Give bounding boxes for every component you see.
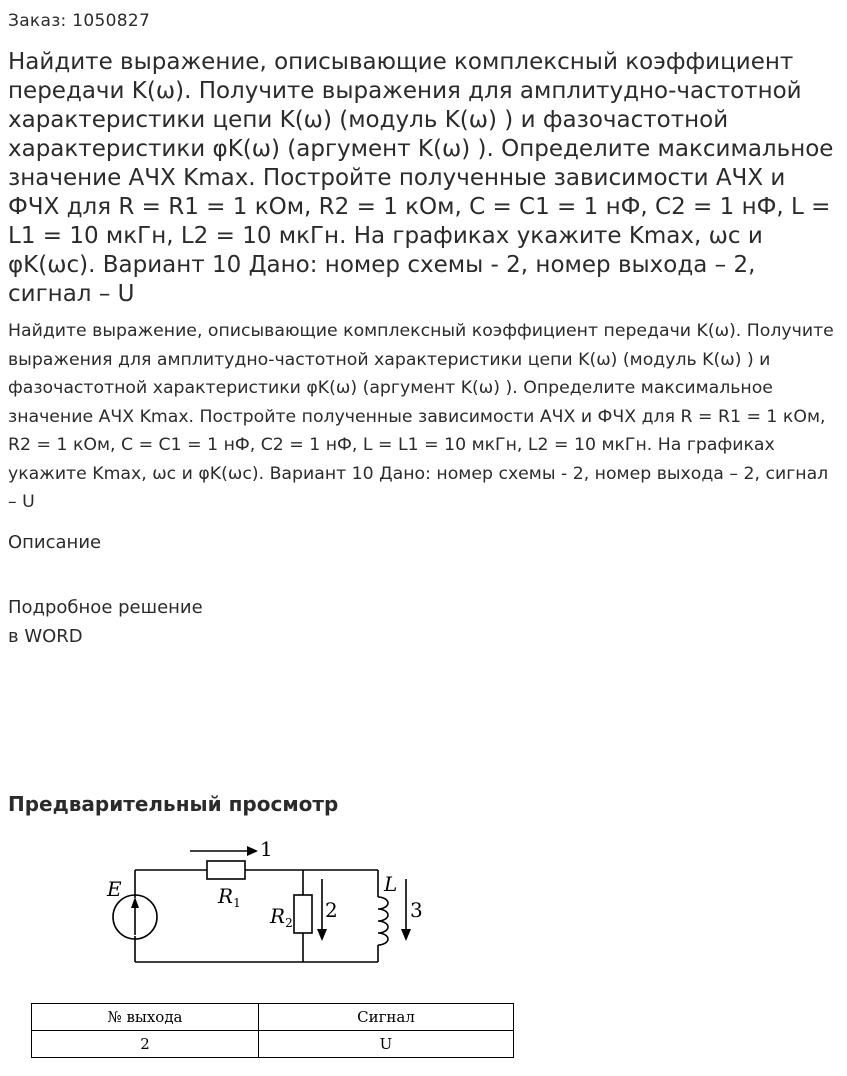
output-signal-table <box>31 1003 514 1058</box>
r2-letter: R <box>270 904 286 928</box>
solution-line-2: в WORD <box>8 625 83 647</box>
solution-line-1: Подробное решение <box>8 597 203 618</box>
cell-signal: U <box>259 1031 514 1058</box>
resistor-r1 <box>207 861 245 879</box>
table-header-row <box>32 1004 514 1031</box>
header-output-number: № выхода <box>32 1004 259 1031</box>
preview-heading: Предварительный просмотр <box>8 792 339 816</box>
arrowhead-1-icon <box>247 846 258 856</box>
r2-subscript: 2 <box>285 916 293 930</box>
header-signal: Сигнал <box>259 1004 514 1031</box>
task-description: Найдите выражение, описывающие комплексный коэффициент передачи K(ω). Получите выражения для амплитудно-частотной характеристики цепи K(ω) (модуль K(ω) ) и фазочастотной характеристики φK(ω) (аргумент K(ω) ). Определите максимальное значение АЧХ Kmax. Постройте полученные зависимости АЧХ и ФЧХ для R = R1 = 1 кОм, R2 = 1 кОм, C = C1 = 1 нФ, C2 = 1 нФ, L = L1 = 10 мкГн, L2 = 10 мкГн. На графиках укажите Kmax, ωc и φK(ωc). Вариант 10 Дано: номер схемы - 2, номер выхода – 2, сигнал – U <box>8 321 834 512</box>
resistor-r2 <box>294 895 312 933</box>
arrowhead-3-icon <box>401 929 411 941</box>
current-label-3: 3 <box>410 898 423 922</box>
description-label: Описание <box>8 532 102 553</box>
page-title: Найдите выражение, описывающие комплексный коэффициент передачи K(ω). Получите выражения для амплитудно-частотной характеристики цепи K(ω) (модуль K(ω) ) и фазочастотной характеристики φK(ω) (аргумент K(ω) ). Определите максимальное значение АЧХ Kmax. Постройте полученные зависимости АЧХ и ФЧХ для R = R1 = 1 кОм, R2 = 1 кОм, C = C1 = 1 нФ, C2 = 1 нФ, L = L1 = 10 мкГн, L2 = 10 мкГн. На графиках укажите Kmax, ωc и φK(ωc). Вариант 10 Дано: номер схемы - 2, номер выхода – 2, сигнал – U <box>8 49 834 307</box>
order-number: Заказ: 1050827 <box>8 11 151 31</box>
r1-label <box>217 884 241 910</box>
source-arrowhead-icon <box>131 897 139 908</box>
current-label-2: 2 <box>325 898 338 922</box>
r2-label <box>269 904 293 930</box>
arrowhead-2-icon <box>317 929 327 941</box>
source-label: E <box>107 877 122 901</box>
inductor-label: L <box>384 872 398 896</box>
table-row <box>32 1031 514 1058</box>
solution-note <box>8 594 203 651</box>
r1-subscript: 1 <box>233 896 241 910</box>
current-label-1: 1 <box>260 837 273 861</box>
r1-letter: R <box>218 884 234 908</box>
circuit-diagram <box>100 835 430 970</box>
cell-output-number: 2 <box>32 1031 259 1058</box>
inductor-l <box>378 897 388 945</box>
